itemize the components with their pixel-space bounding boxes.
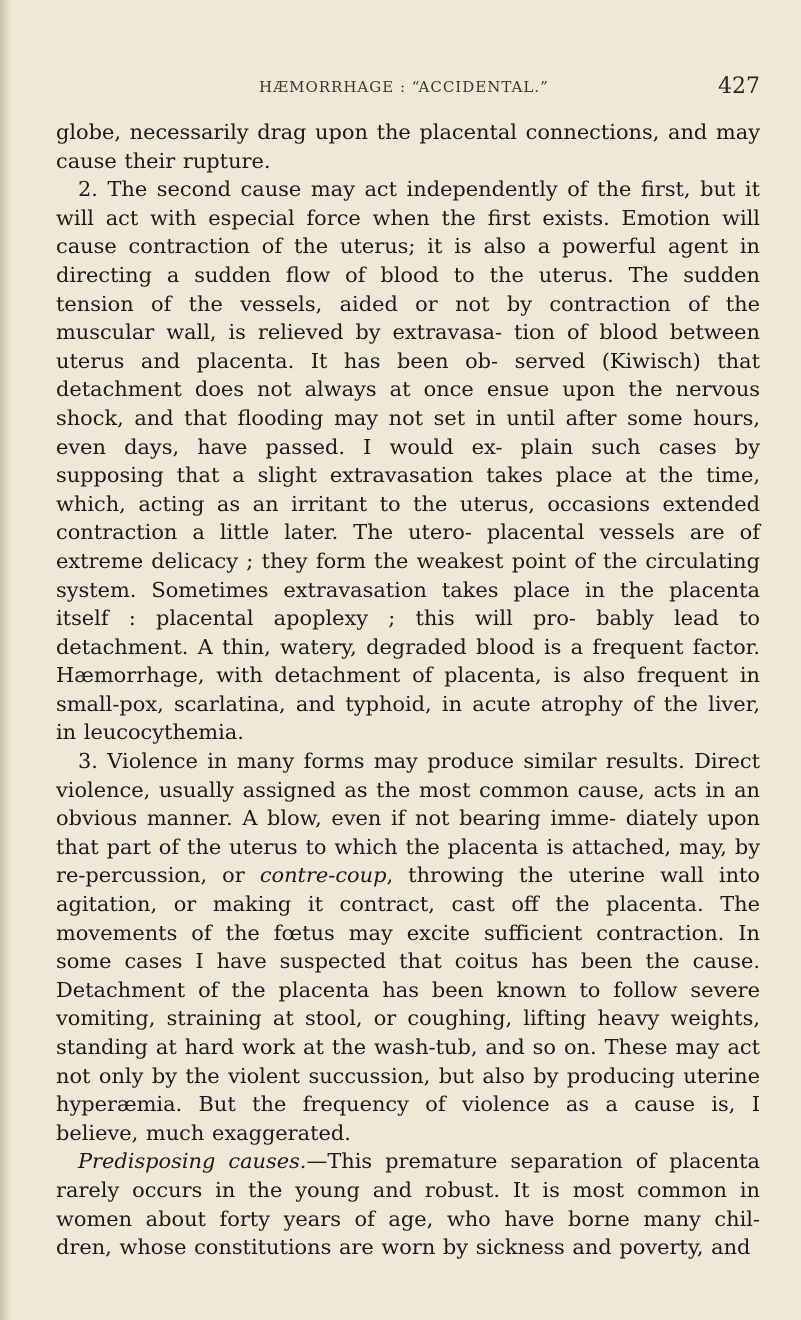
paragraph-violence-part-1: 3. Violence in many forms may produce similar results. Direct violence, usually assigned as the most common cause, acts in an obvious manner. A blow, even if not bearing imme- diately upon that part of the uterus to which the placenta is attached, may, by re-percussion, or xyxy=(56,749,760,888)
paragraph-second-cause: 2. The second cause may act independently of the first, but it will act with especial force when the first exists. Emotion will cause contraction of the uterus; it is also a powerful agent in directing a sudden flow of blood to the uterus. The sudden tension of the vessels, aided or not by contraction of the muscular wall, is relieved by extravasa- tion of blood between uterus and placenta. It has been ob- served (Kiwisch) that detachment does not always at once ensue upon the nervous shock, and that flooding may not set in until after some hours, even days, have passed. I would ex- plain such cases by supposing that a slight extravasation takes place at the time, which, acting as an irritant to the uterus, occasions extended contraction a little later. The utero- placental vessels are of extreme delicacy ; they form the weakest point of the circulating system. Sometimes extravasation takes place in the placenta itself : placental apoplexy ; this will pro- bably lead to detachment. A thin, watery, degraded blood is a frequent factor. Hæmorrhage, with detachment of placenta, is also frequent in small-pox, scarlatina, and typhoid, in acute atrophy of the liver, in leucocythemia. xyxy=(56,177,760,745)
paragraph-continuation: globe, necessarily drag upon the placental connections, and may cause their rupture. xyxy=(56,120,760,173)
book-page xyxy=(56,74,760,1262)
paragraph-violence-part-2: , throwing the uterine wall into agitation, or making it contract, cast off the placenta. The movements of the fœtus may excite sufficient contraction. In some cases I have suspected that coitus has been the cause. Detachment of the placenta has been known to follow severe vomiting, straining at stool, or coughing, lifting heavy weights, standing at hard work at the wash-tub, and so on. These may act not only by the violent succussion, but also by producing uterine hyperæmia. But the frequency of violence as a cause is, I believe, much exaggerated. xyxy=(56,863,760,1145)
running-title: HÆMORRHAGE : “ACCIDENTAL.” xyxy=(259,78,549,96)
predisposing-causes-heading: Predisposing causes. xyxy=(78,1149,307,1174)
predisposing-causes-text: —This premature separation of placenta rarely occurs in the young and robust. It is most common in women about forty years of age, who have borne many chil- dren, whose constitutions are worn by sickness and poverty, and xyxy=(56,1149,760,1260)
page-number: 427 xyxy=(718,74,760,99)
body-text xyxy=(56,118,760,1262)
paragraph-violence xyxy=(56,747,760,1147)
paragraph-predisposing-causes xyxy=(56,1147,760,1261)
contre-coup-term: contre-coup xyxy=(259,863,387,888)
running-head xyxy=(56,74,760,108)
page-edge-shadow xyxy=(0,0,12,1320)
